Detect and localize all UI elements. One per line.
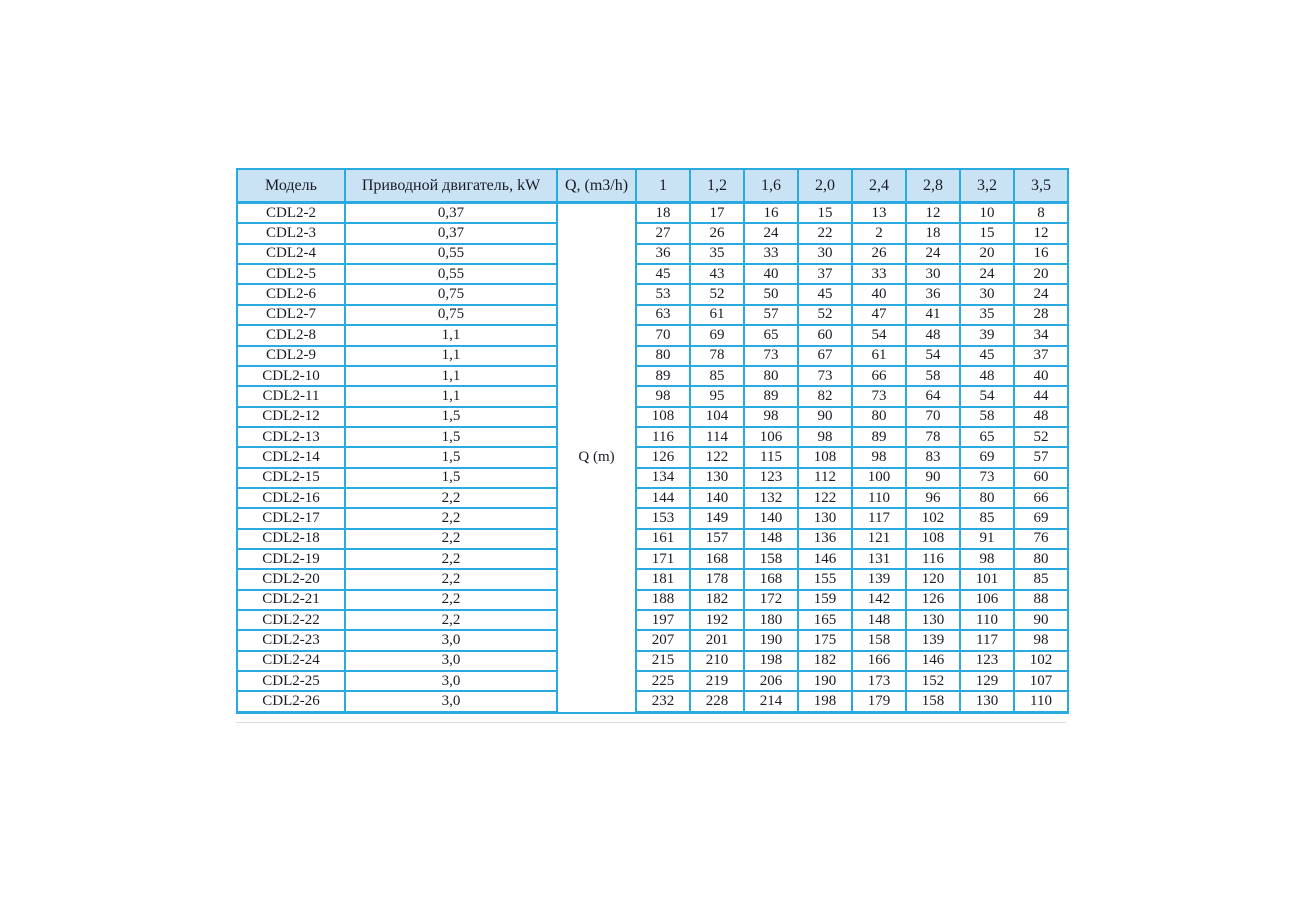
value-cell: 89 bbox=[852, 427, 906, 447]
table-row bbox=[237, 590, 1068, 610]
table-row bbox=[237, 447, 1068, 467]
value-cell: 168 bbox=[690, 549, 744, 569]
value-cell: 45 bbox=[636, 264, 690, 284]
table-row bbox=[237, 468, 1068, 488]
table-row bbox=[237, 366, 1068, 386]
table-row bbox=[237, 325, 1068, 345]
value-cell: 24 bbox=[906, 244, 960, 264]
value-cell: 146 bbox=[906, 651, 960, 671]
table-row bbox=[237, 610, 1068, 630]
column-header-flow-2-8: 2,8 bbox=[906, 169, 960, 203]
value-cell: 116 bbox=[906, 549, 960, 569]
power-cell: 2,2 bbox=[345, 529, 557, 549]
value-cell: 101 bbox=[960, 569, 1014, 589]
value-cell: 43 bbox=[690, 264, 744, 284]
value-cell: 98 bbox=[1014, 630, 1068, 650]
value-cell: 85 bbox=[960, 508, 1014, 528]
value-cell: 30 bbox=[798, 244, 852, 264]
power-cell: 1,5 bbox=[345, 468, 557, 488]
value-cell: 126 bbox=[906, 590, 960, 610]
value-cell: 159 bbox=[798, 590, 852, 610]
value-cell: 66 bbox=[1014, 488, 1068, 508]
power-cell: 3,0 bbox=[345, 651, 557, 671]
value-cell: 172 bbox=[744, 590, 798, 610]
value-cell: 48 bbox=[906, 325, 960, 345]
value-cell: 120 bbox=[906, 569, 960, 589]
value-cell: 123 bbox=[960, 651, 1014, 671]
model-cell: CDL2-18 bbox=[237, 529, 345, 549]
value-cell: 37 bbox=[798, 264, 852, 284]
value-cell: 198 bbox=[744, 651, 798, 671]
value-cell: 148 bbox=[852, 610, 906, 630]
table-row bbox=[237, 223, 1068, 243]
model-cell: CDL2-8 bbox=[237, 325, 345, 345]
table-row bbox=[237, 630, 1068, 650]
value-cell: 158 bbox=[744, 549, 798, 569]
value-cell: 90 bbox=[1014, 610, 1068, 630]
value-cell: 190 bbox=[798, 671, 852, 691]
value-cell: 152 bbox=[906, 671, 960, 691]
table-row bbox=[237, 691, 1068, 712]
value-cell: 78 bbox=[906, 427, 960, 447]
value-cell: 188 bbox=[636, 590, 690, 610]
table-row bbox=[237, 549, 1068, 569]
value-cell: 53 bbox=[636, 284, 690, 304]
value-cell: 146 bbox=[798, 549, 852, 569]
value-cell: 33 bbox=[744, 244, 798, 264]
value-cell: 130 bbox=[690, 468, 744, 488]
value-cell: 28 bbox=[1014, 305, 1068, 325]
power-cell: 0,55 bbox=[345, 244, 557, 264]
power-cell: 3,0 bbox=[345, 671, 557, 691]
value-cell: 134 bbox=[636, 468, 690, 488]
value-cell: 89 bbox=[744, 386, 798, 406]
value-cell: 90 bbox=[906, 468, 960, 488]
value-cell: 197 bbox=[636, 610, 690, 630]
power-cell: 1,1 bbox=[345, 366, 557, 386]
value-cell: 100 bbox=[852, 468, 906, 488]
model-cell: CDL2-11 bbox=[237, 386, 345, 406]
value-cell: 30 bbox=[906, 264, 960, 284]
value-cell: 130 bbox=[798, 508, 852, 528]
power-cell: 1,1 bbox=[345, 346, 557, 366]
column-header-flow-2-0: 2,0 bbox=[798, 169, 852, 203]
header-row bbox=[237, 169, 1068, 203]
value-cell: 225 bbox=[636, 671, 690, 691]
value-cell: 36 bbox=[906, 284, 960, 304]
value-cell: 91 bbox=[960, 529, 1014, 549]
value-cell: 144 bbox=[636, 488, 690, 508]
value-cell: 192 bbox=[690, 610, 744, 630]
value-cell: 181 bbox=[636, 569, 690, 589]
value-cell: 206 bbox=[744, 671, 798, 691]
value-cell: 26 bbox=[852, 244, 906, 264]
value-cell: 190 bbox=[744, 630, 798, 650]
model-cell: CDL2-4 bbox=[237, 244, 345, 264]
value-cell: 54 bbox=[960, 386, 1014, 406]
model-cell: CDL2-26 bbox=[237, 691, 345, 712]
value-cell: 178 bbox=[690, 569, 744, 589]
value-cell: 61 bbox=[852, 346, 906, 366]
value-cell: 66 bbox=[852, 366, 906, 386]
value-cell: 50 bbox=[744, 284, 798, 304]
value-cell: 107 bbox=[1014, 671, 1068, 691]
value-cell: 158 bbox=[852, 630, 906, 650]
value-cell: 106 bbox=[960, 590, 1014, 610]
value-cell: 83 bbox=[906, 447, 960, 467]
value-cell: 90 bbox=[798, 407, 852, 427]
table-row bbox=[237, 427, 1068, 447]
model-cell: CDL2-9 bbox=[237, 346, 345, 366]
value-cell: 58 bbox=[906, 366, 960, 386]
value-cell: 69 bbox=[1014, 508, 1068, 528]
value-cell: 80 bbox=[852, 407, 906, 427]
value-cell: 35 bbox=[690, 244, 744, 264]
model-cell: CDL2-3 bbox=[237, 223, 345, 243]
power-cell: 1,5 bbox=[345, 407, 557, 427]
value-cell: 110 bbox=[852, 488, 906, 508]
power-cell: 1,5 bbox=[345, 427, 557, 447]
value-cell: 108 bbox=[798, 447, 852, 467]
model-cell: CDL2-2 bbox=[237, 203, 345, 224]
value-cell: 80 bbox=[1014, 549, 1068, 569]
value-cell: 215 bbox=[636, 651, 690, 671]
model-cell: CDL2-14 bbox=[237, 447, 345, 467]
model-cell: CDL2-6 bbox=[237, 284, 345, 304]
column-header-q-m3h: Q, (m3/h) bbox=[557, 169, 636, 203]
model-cell: CDL2-21 bbox=[237, 590, 345, 610]
value-cell: 96 bbox=[906, 488, 960, 508]
value-cell: 98 bbox=[960, 549, 1014, 569]
value-cell: 122 bbox=[690, 447, 744, 467]
value-cell: 108 bbox=[906, 529, 960, 549]
table-row bbox=[237, 529, 1068, 549]
value-cell: 106 bbox=[744, 427, 798, 447]
column-header-flow-1-6: 1,6 bbox=[744, 169, 798, 203]
value-cell: 155 bbox=[798, 569, 852, 589]
value-cell: 98 bbox=[636, 386, 690, 406]
value-cell: 182 bbox=[690, 590, 744, 610]
value-cell: 12 bbox=[906, 203, 960, 224]
power-cell: 2,2 bbox=[345, 488, 557, 508]
value-cell: 168 bbox=[744, 569, 798, 589]
value-cell: 102 bbox=[906, 508, 960, 528]
column-header-flow-3-5: 3,5 bbox=[1014, 169, 1068, 203]
value-cell: 112 bbox=[798, 468, 852, 488]
value-cell: 13 bbox=[852, 203, 906, 224]
value-cell: 67 bbox=[798, 346, 852, 366]
value-cell: 36 bbox=[636, 244, 690, 264]
value-cell: 8 bbox=[1014, 203, 1068, 224]
value-cell: 140 bbox=[744, 508, 798, 528]
value-cell: 98 bbox=[744, 407, 798, 427]
value-cell: 148 bbox=[744, 529, 798, 549]
model-cell: CDL2-16 bbox=[237, 488, 345, 508]
value-cell: 69 bbox=[960, 447, 1014, 467]
table-row bbox=[237, 346, 1068, 366]
value-cell: 165 bbox=[798, 610, 852, 630]
model-cell: CDL2-25 bbox=[237, 671, 345, 691]
model-cell: CDL2-19 bbox=[237, 549, 345, 569]
value-cell: 228 bbox=[690, 691, 744, 712]
power-cell: 2,2 bbox=[345, 610, 557, 630]
value-cell: 80 bbox=[960, 488, 1014, 508]
value-cell: 57 bbox=[1014, 447, 1068, 467]
value-cell: 57 bbox=[744, 305, 798, 325]
value-cell: 121 bbox=[852, 529, 906, 549]
value-cell: 15 bbox=[960, 223, 1014, 243]
value-cell: 54 bbox=[852, 325, 906, 345]
value-cell: 142 bbox=[852, 590, 906, 610]
value-cell: 140 bbox=[690, 488, 744, 508]
value-cell: 54 bbox=[906, 346, 960, 366]
value-cell: 108 bbox=[636, 407, 690, 427]
value-cell: 166 bbox=[852, 651, 906, 671]
value-cell: 131 bbox=[852, 549, 906, 569]
value-cell: 10 bbox=[960, 203, 1014, 224]
value-cell: 76 bbox=[1014, 529, 1068, 549]
value-cell: 30 bbox=[960, 284, 1014, 304]
value-cell: 45 bbox=[960, 346, 1014, 366]
model-cell: CDL2-23 bbox=[237, 630, 345, 650]
column-header-model: Модель bbox=[237, 169, 345, 203]
table-row bbox=[237, 569, 1068, 589]
value-cell: 52 bbox=[1014, 427, 1068, 447]
value-cell: 95 bbox=[690, 386, 744, 406]
value-cell: 18 bbox=[636, 203, 690, 224]
value-cell: 130 bbox=[906, 610, 960, 630]
value-cell: 2 bbox=[852, 223, 906, 243]
value-cell: 26 bbox=[690, 223, 744, 243]
power-cell: 0,55 bbox=[345, 264, 557, 284]
value-cell: 139 bbox=[852, 569, 906, 589]
table-row bbox=[237, 305, 1068, 325]
model-cell: CDL2-5 bbox=[237, 264, 345, 284]
value-cell: 85 bbox=[690, 366, 744, 386]
power-cell: 2,2 bbox=[345, 569, 557, 589]
model-cell: CDL2-20 bbox=[237, 569, 345, 589]
value-cell: 73 bbox=[852, 386, 906, 406]
model-cell: CDL2-24 bbox=[237, 651, 345, 671]
value-cell: 201 bbox=[690, 630, 744, 650]
value-cell: 27 bbox=[636, 223, 690, 243]
value-cell: 182 bbox=[798, 651, 852, 671]
value-cell: 98 bbox=[798, 427, 852, 447]
value-cell: 52 bbox=[690, 284, 744, 304]
column-header-flow-3-2: 3,2 bbox=[960, 169, 1014, 203]
value-cell: 102 bbox=[1014, 651, 1068, 671]
value-cell: 153 bbox=[636, 508, 690, 528]
power-cell: 2,2 bbox=[345, 549, 557, 569]
table-row bbox=[237, 508, 1068, 528]
value-cell: 65 bbox=[744, 325, 798, 345]
value-cell: 232 bbox=[636, 691, 690, 712]
value-cell: 41 bbox=[906, 305, 960, 325]
value-cell: 39 bbox=[960, 325, 1014, 345]
value-cell: 48 bbox=[1014, 407, 1068, 427]
value-cell: 115 bbox=[744, 447, 798, 467]
value-cell: 207 bbox=[636, 630, 690, 650]
value-cell: 16 bbox=[744, 203, 798, 224]
value-cell: 12 bbox=[1014, 223, 1068, 243]
value-cell: 139 bbox=[906, 630, 960, 650]
value-cell: 130 bbox=[960, 691, 1014, 712]
value-cell: 123 bbox=[744, 468, 798, 488]
table-row bbox=[237, 671, 1068, 691]
value-cell: 157 bbox=[690, 529, 744, 549]
value-cell: 219 bbox=[690, 671, 744, 691]
model-cell: CDL2-15 bbox=[237, 468, 345, 488]
value-cell: 40 bbox=[1014, 366, 1068, 386]
value-cell: 18 bbox=[906, 223, 960, 243]
value-cell: 126 bbox=[636, 447, 690, 467]
power-cell: 2,2 bbox=[345, 590, 557, 610]
value-cell: 40 bbox=[744, 264, 798, 284]
value-cell: 117 bbox=[852, 508, 906, 528]
power-cell: 0,75 bbox=[345, 305, 557, 325]
value-cell: 89 bbox=[636, 366, 690, 386]
column-header-flow-1: 1 bbox=[636, 169, 690, 203]
power-cell: 3,0 bbox=[345, 691, 557, 712]
value-cell: 88 bbox=[1014, 590, 1068, 610]
value-cell: 45 bbox=[798, 284, 852, 304]
value-cell: 179 bbox=[852, 691, 906, 712]
value-cell: 63 bbox=[636, 305, 690, 325]
value-cell: 214 bbox=[744, 691, 798, 712]
value-cell: 20 bbox=[960, 244, 1014, 264]
power-cell: 2,2 bbox=[345, 508, 557, 528]
value-cell: 47 bbox=[852, 305, 906, 325]
value-cell: 15 bbox=[798, 203, 852, 224]
value-cell: 80 bbox=[636, 346, 690, 366]
value-cell: 129 bbox=[960, 671, 1014, 691]
table-row bbox=[237, 386, 1068, 406]
value-cell: 122 bbox=[798, 488, 852, 508]
table-row bbox=[237, 651, 1068, 671]
value-cell: 82 bbox=[798, 386, 852, 406]
value-cell: 58 bbox=[960, 407, 1014, 427]
value-cell: 198 bbox=[798, 691, 852, 712]
model-cell: CDL2-12 bbox=[237, 407, 345, 427]
value-cell: 44 bbox=[1014, 386, 1068, 406]
model-cell: CDL2-13 bbox=[237, 427, 345, 447]
value-cell: 69 bbox=[690, 325, 744, 345]
value-cell: 73 bbox=[744, 346, 798, 366]
power-cell: 0,75 bbox=[345, 284, 557, 304]
value-cell: 80 bbox=[744, 366, 798, 386]
value-cell: 132 bbox=[744, 488, 798, 508]
power-cell: 3,0 bbox=[345, 630, 557, 650]
value-cell: 24 bbox=[744, 223, 798, 243]
value-cell: 78 bbox=[690, 346, 744, 366]
value-cell: 60 bbox=[798, 325, 852, 345]
value-cell: 24 bbox=[960, 264, 1014, 284]
table-row bbox=[237, 407, 1068, 427]
power-cell: 1,1 bbox=[345, 386, 557, 406]
power-cell: 0,37 bbox=[345, 223, 557, 243]
table-shadow-line bbox=[236, 722, 1066, 723]
value-cell: 73 bbox=[798, 366, 852, 386]
value-cell: 110 bbox=[1014, 691, 1068, 712]
value-cell: 70 bbox=[636, 325, 690, 345]
value-cell: 17 bbox=[690, 203, 744, 224]
power-cell: 0,37 bbox=[345, 203, 557, 224]
value-cell: 40 bbox=[852, 284, 906, 304]
value-cell: 20 bbox=[1014, 264, 1068, 284]
table-row bbox=[237, 203, 1068, 224]
value-cell: 161 bbox=[636, 529, 690, 549]
table-row bbox=[237, 284, 1068, 304]
value-cell: 85 bbox=[1014, 569, 1068, 589]
value-cell: 114 bbox=[690, 427, 744, 447]
value-cell: 70 bbox=[906, 407, 960, 427]
value-cell: 48 bbox=[960, 366, 1014, 386]
value-cell: 52 bbox=[798, 305, 852, 325]
model-cell: CDL2-7 bbox=[237, 305, 345, 325]
value-cell: 149 bbox=[690, 508, 744, 528]
value-cell: 61 bbox=[690, 305, 744, 325]
model-cell: CDL2-10 bbox=[237, 366, 345, 386]
model-cell: CDL2-22 bbox=[237, 610, 345, 630]
value-cell: 33 bbox=[852, 264, 906, 284]
value-cell: 60 bbox=[1014, 468, 1068, 488]
value-cell: 24 bbox=[1014, 284, 1068, 304]
pump-performance-table bbox=[236, 168, 1069, 714]
column-header-flow-2-4: 2,4 bbox=[852, 169, 906, 203]
value-cell: 37 bbox=[1014, 346, 1068, 366]
value-cell: 73 bbox=[960, 468, 1014, 488]
value-cell: 171 bbox=[636, 549, 690, 569]
value-cell: 98 bbox=[852, 447, 906, 467]
q-m-merged-cell: Q (m) bbox=[557, 203, 636, 713]
value-cell: 173 bbox=[852, 671, 906, 691]
value-cell: 158 bbox=[906, 691, 960, 712]
value-cell: 175 bbox=[798, 630, 852, 650]
value-cell: 210 bbox=[690, 651, 744, 671]
value-cell: 22 bbox=[798, 223, 852, 243]
value-cell: 110 bbox=[960, 610, 1014, 630]
value-cell: 35 bbox=[960, 305, 1014, 325]
column-header-flow-1-2: 1,2 bbox=[690, 169, 744, 203]
value-cell: 64 bbox=[906, 386, 960, 406]
model-cell: CDL2-17 bbox=[237, 508, 345, 528]
value-cell: 104 bbox=[690, 407, 744, 427]
value-cell: 34 bbox=[1014, 325, 1068, 345]
value-cell: 65 bbox=[960, 427, 1014, 447]
value-cell: 136 bbox=[798, 529, 852, 549]
column-header-motor-kw: Приводной двигатель, kW bbox=[345, 169, 557, 203]
table-row bbox=[237, 488, 1068, 508]
value-cell: 16 bbox=[1014, 244, 1068, 264]
table-row bbox=[237, 264, 1068, 284]
table-row bbox=[237, 244, 1068, 264]
value-cell: 116 bbox=[636, 427, 690, 447]
value-cell: 180 bbox=[744, 610, 798, 630]
power-cell: 1,5 bbox=[345, 447, 557, 467]
power-cell: 1,1 bbox=[345, 325, 557, 345]
value-cell: 117 bbox=[960, 630, 1014, 650]
